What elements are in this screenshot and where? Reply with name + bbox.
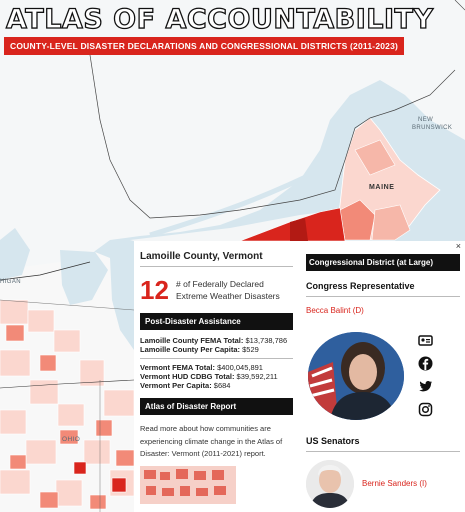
map-label-ohio: OHIO	[62, 436, 81, 443]
disaster-count-desc-line2: Extreme Weather Disasters	[176, 291, 280, 301]
assistance-stats	[140, 336, 293, 390]
page-subtitle: COUNTY-LEVEL DISASTER DECLARATIONS AND CONGRESSIONAL DISTRICTS (2011-2023)	[4, 37, 404, 55]
stat-row: Vermont Per Capita: $684	[140, 381, 231, 390]
rep-photo	[308, 332, 404, 420]
stat-row: Lamoille County FEMA Total: $13,738,786	[140, 336, 288, 345]
senators-heading: US Senators	[306, 436, 460, 452]
county-title: Lamoille County, Vermont	[140, 251, 293, 267]
stat-row: Vermont HUD CDBG Total: $39,592,211	[140, 372, 278, 381]
contact-card-icon[interactable]	[418, 333, 433, 348]
social-links	[418, 333, 434, 425]
report-thumbnail[interactable]	[140, 466, 236, 504]
disaster-count-desc	[176, 278, 280, 302]
rep-name-link[interactable]: Becca Balint (D)	[306, 306, 364, 315]
stat-row: Vermont FEMA Total: $400,045,891	[140, 363, 263, 372]
map-label-michigan: HIGAN	[0, 279, 22, 285]
senator-photo	[306, 460, 354, 508]
divider	[140, 358, 293, 359]
report-heading: Atlas of Disaster Report	[140, 398, 293, 415]
county-info	[140, 251, 293, 504]
district-heading: Congressional District (at Large)	[306, 254, 460, 271]
twitter-icon[interactable]	[418, 379, 433, 394]
rep-heading: Congress Representative	[306, 281, 460, 297]
representatives	[306, 254, 460, 488]
senator-name-link[interactable]: Bernie Sanders (I)	[362, 479, 427, 488]
assistance-heading: Post-Disaster Assistance	[140, 313, 293, 330]
close-icon[interactable]: ×	[455, 241, 461, 251]
map-label-new-brunswick-1: NEW	[418, 117, 434, 123]
disaster-count-number: 12	[140, 274, 169, 305]
instagram-icon[interactable]	[418, 402, 433, 417]
disaster-count-desc-line1: # of Federally Declared	[176, 279, 264, 289]
county-popup	[134, 241, 465, 512]
report-text[interactable]: Read more about how communities are experiencing climate change in the Atlas of Disaster: Vermont (2011-2021) report.	[140, 424, 283, 458]
disaster-count	[140, 275, 293, 305]
facebook-icon[interactable]	[418, 356, 433, 371]
page-title: ATLAS OF ACCOUNTABILITY	[6, 4, 434, 35]
map-label-new-brunswick-2: BRUNSWICK	[412, 125, 453, 131]
stat-row: Lamoille County Per Capita: $529	[140, 345, 259, 354]
map-label-maine: MAINE	[369, 184, 395, 191]
